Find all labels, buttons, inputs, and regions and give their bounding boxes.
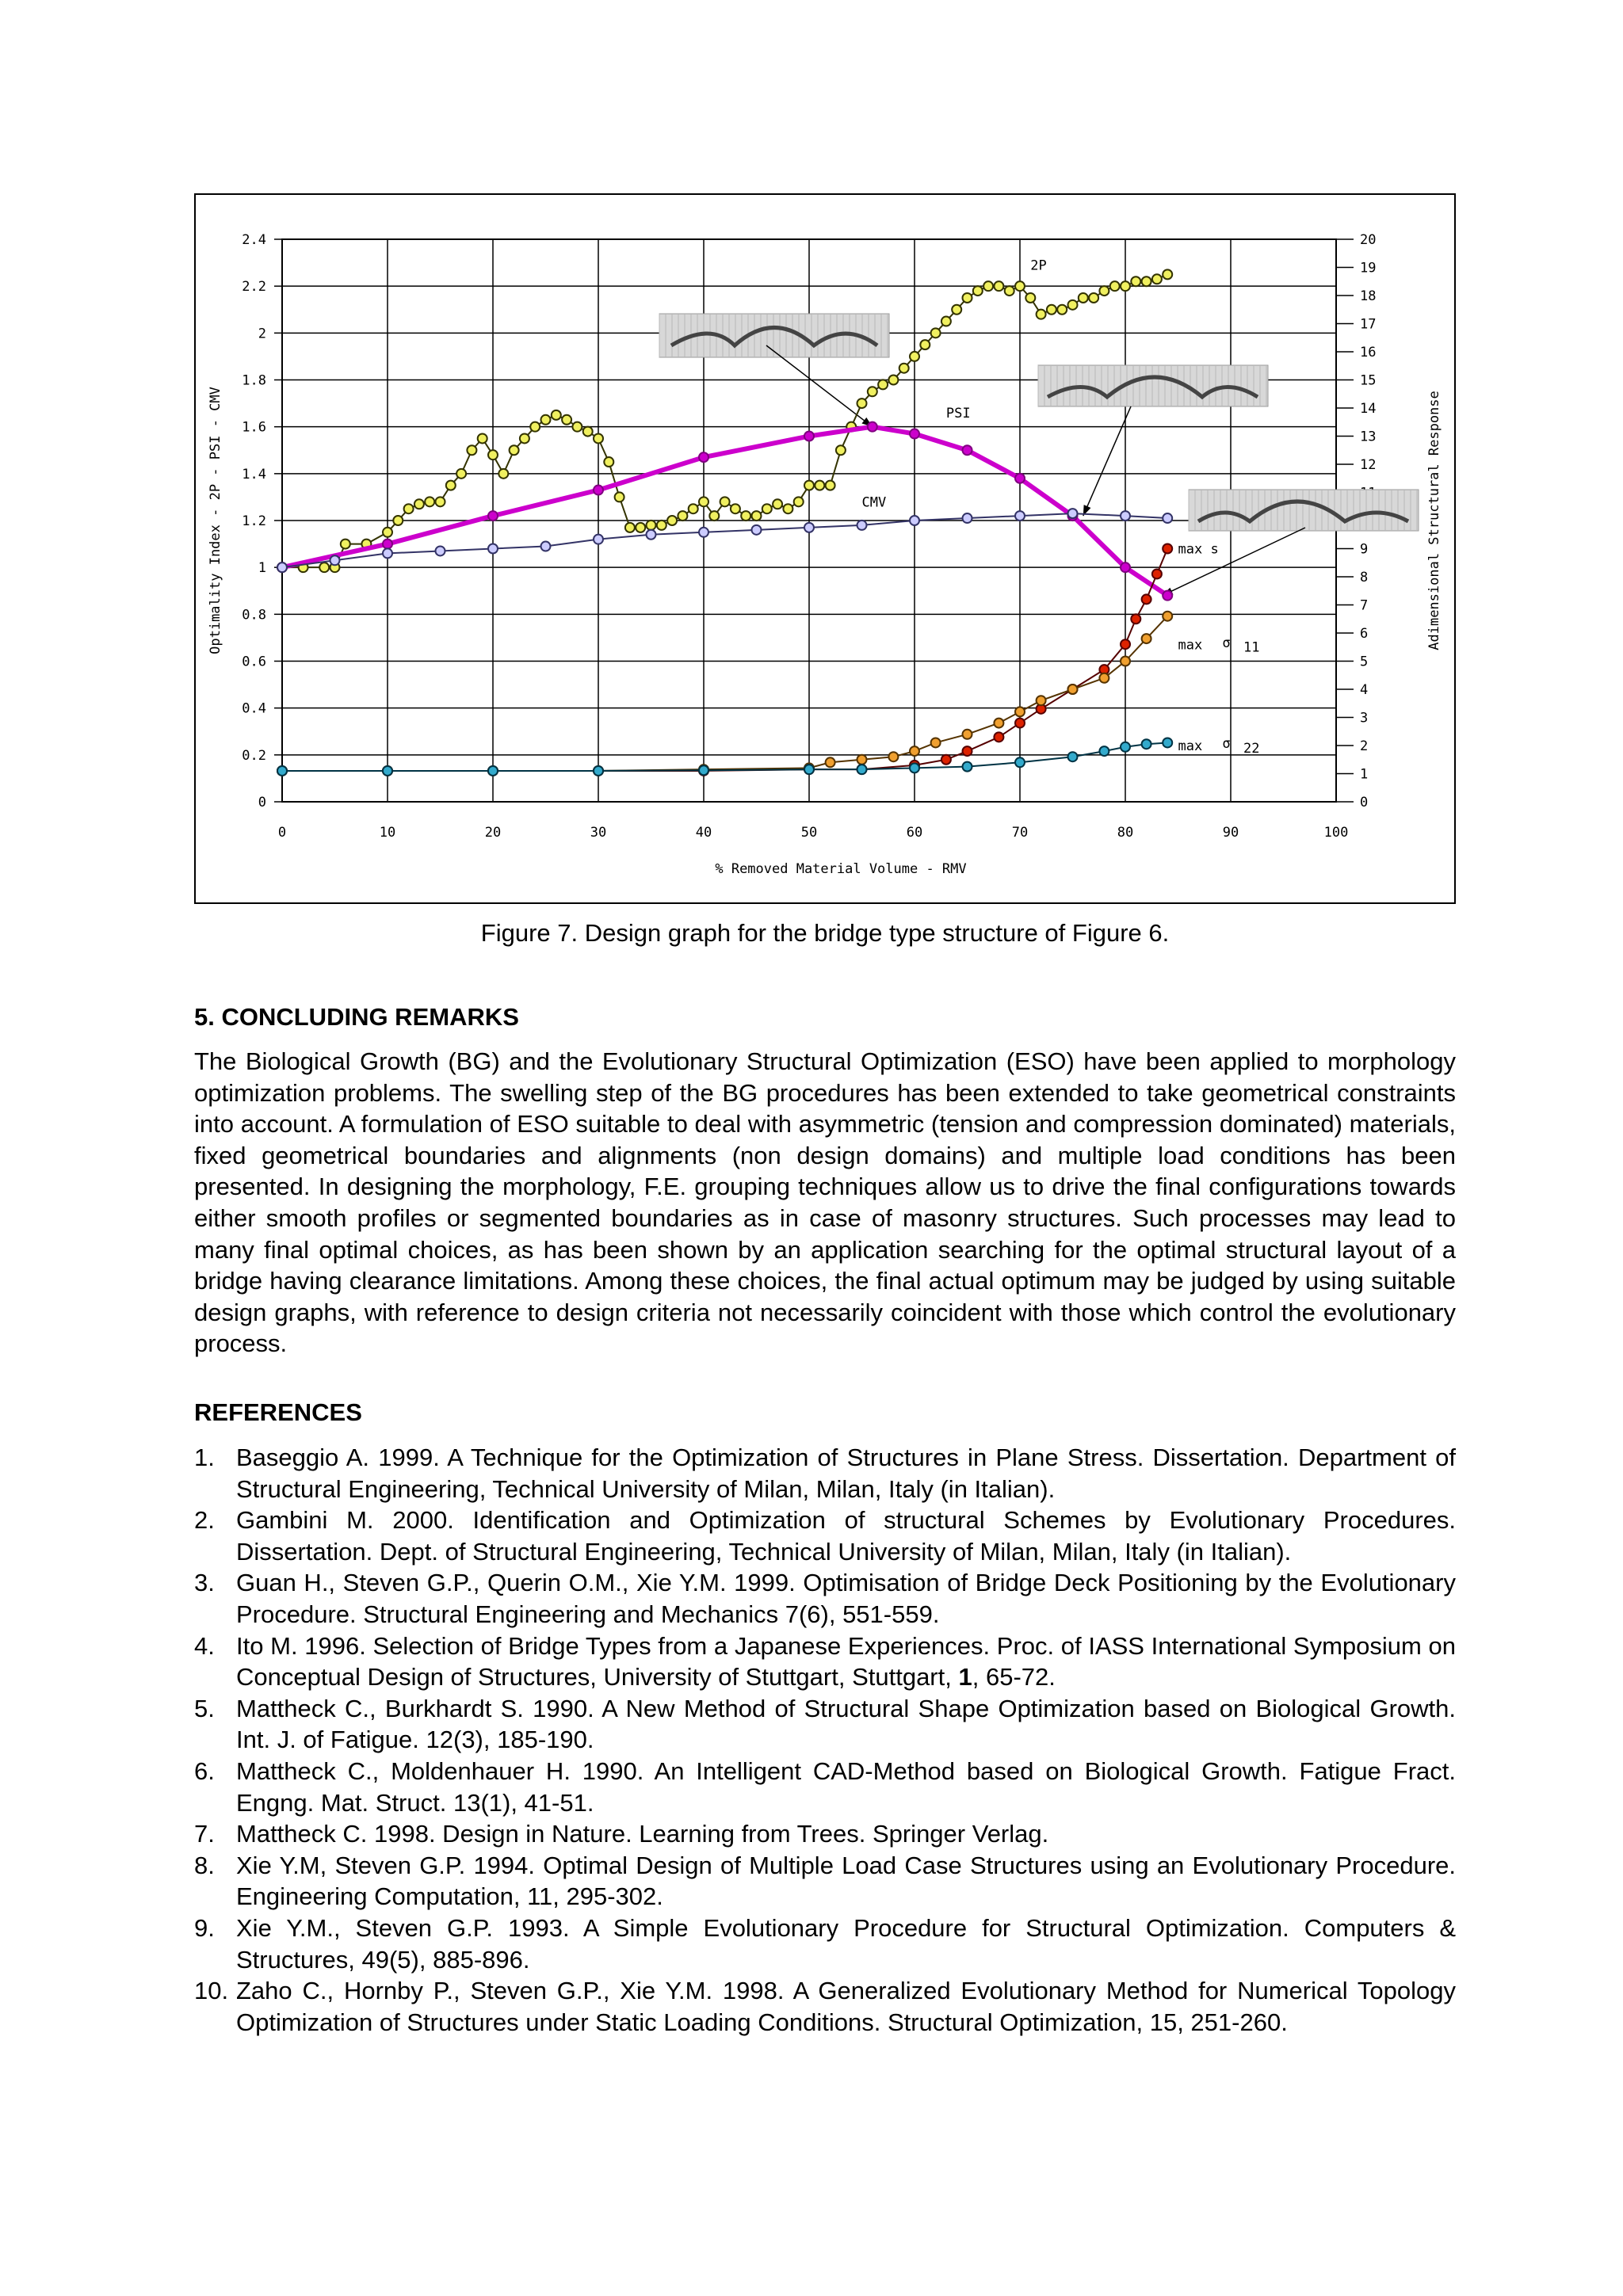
data-point bbox=[773, 499, 782, 509]
data-point bbox=[510, 445, 519, 455]
data-point bbox=[910, 746, 919, 756]
data-point bbox=[1015, 474, 1025, 483]
references-heading: REFERENCES bbox=[194, 1398, 362, 1426]
data-point bbox=[878, 379, 888, 389]
data-point bbox=[488, 450, 498, 460]
data-point bbox=[488, 511, 498, 521]
y-right-tick-label: 15 bbox=[1360, 372, 1377, 389]
label-cmv: CMV bbox=[861, 494, 887, 511]
label-sub-11: 11 bbox=[1243, 639, 1260, 656]
data-point bbox=[530, 422, 540, 432]
y-right-tick-label: 3 bbox=[1360, 710, 1369, 727]
pointer-arrow-line bbox=[1083, 406, 1131, 516]
data-point bbox=[1131, 277, 1140, 286]
label-max-sigma11-prefix: max bbox=[1178, 637, 1203, 654]
y-right-tick-label: 4 bbox=[1360, 682, 1369, 698]
data-point bbox=[752, 511, 762, 521]
data-point bbox=[952, 305, 961, 315]
data-point bbox=[699, 528, 708, 537]
data-point bbox=[741, 511, 750, 521]
data-point bbox=[1163, 513, 1172, 523]
x-tick-label: 70 bbox=[1011, 825, 1029, 841]
data-point bbox=[1057, 305, 1067, 315]
data-point bbox=[994, 719, 1003, 728]
reference-number: 1. bbox=[194, 1444, 215, 1471]
y-left-tick-label: 0.2 bbox=[242, 747, 266, 764]
data-point bbox=[498, 469, 508, 479]
data-point bbox=[594, 433, 603, 443]
morphology-thumbnail-2 bbox=[1038, 365, 1268, 406]
data-point bbox=[1121, 281, 1130, 291]
data-point bbox=[1047, 305, 1056, 315]
data-point bbox=[647, 521, 656, 530]
reference-text-tail: , 65-72. bbox=[972, 1663, 1056, 1691]
data-point bbox=[1099, 286, 1109, 296]
data-point bbox=[1068, 685, 1078, 694]
data-point bbox=[699, 765, 708, 775]
reference-volume-bold: 1 bbox=[958, 1663, 972, 1691]
data-point bbox=[1015, 281, 1025, 291]
data-point bbox=[752, 525, 762, 535]
data-point bbox=[1068, 509, 1078, 518]
data-point bbox=[678, 511, 687, 521]
figure-frame bbox=[194, 193, 1456, 904]
reference-text: Gambini M. 2000. Identification and Optimization of structural Schemes by Evolutionary Procedures. Dissertation. Dept. of Structural Engineering, Technical University of Milan, Milan, Italy (in Italian). bbox=[236, 1506, 1456, 1566]
data-point bbox=[657, 521, 666, 530]
data-point bbox=[963, 730, 972, 739]
y-right-tick-label: 13 bbox=[1360, 429, 1377, 445]
data-point bbox=[963, 445, 972, 455]
data-point bbox=[910, 429, 919, 439]
data-point bbox=[1121, 657, 1130, 666]
y-left-axis-title: Optimality Index - 2P - PSI - CMV bbox=[208, 387, 223, 654]
design-graph-chart bbox=[196, 195, 1454, 902]
data-point bbox=[836, 445, 846, 455]
data-point bbox=[699, 497, 708, 506]
data-point bbox=[931, 738, 941, 747]
data-point bbox=[1099, 673, 1109, 683]
data-point bbox=[414, 499, 424, 509]
data-point bbox=[1131, 614, 1140, 624]
y-left-tick-label: 1.8 bbox=[242, 372, 266, 389]
reference-text: Guan H., Steven G.P., Querin O.M., Xie Y.M. 1999. Optimisation of Bridge Deck Positioning by the Evolutionary Procedure. Structural Engineering and Mechanics 7(6), 551-559. bbox=[236, 1569, 1456, 1628]
y-right-tick-label: 14 bbox=[1360, 401, 1377, 417]
data-point bbox=[1142, 594, 1151, 604]
data-point bbox=[1079, 293, 1088, 303]
morphology-thumbnail-3 bbox=[1189, 490, 1419, 531]
data-point bbox=[826, 481, 835, 490]
data-point bbox=[931, 328, 941, 338]
data-point bbox=[404, 504, 414, 513]
reference-item bbox=[194, 1630, 1456, 1693]
data-point bbox=[552, 410, 561, 420]
x-tick-label: 60 bbox=[906, 825, 923, 841]
reference-item bbox=[194, 1505, 1456, 1567]
data-point bbox=[330, 555, 340, 565]
y-right-tick-label: 12 bbox=[1360, 457, 1377, 473]
data-point bbox=[1015, 757, 1025, 767]
data-point bbox=[1163, 544, 1172, 554]
reference-number: 5. bbox=[194, 1694, 215, 1722]
y-left-tick-label: 0.4 bbox=[242, 700, 266, 717]
data-point bbox=[436, 497, 445, 506]
data-point bbox=[647, 530, 656, 540]
reference-text: Zaho C., Hornby P., Steven G.P., Xie Y.M. 1998. A Generalized Evolutionary Method for Numerical Topology Optimization of Structures under Static Loading Conditions. Structural Optimization, 15, 251-260. bbox=[236, 1977, 1456, 2036]
y-left-tick-label: 1.4 bbox=[242, 466, 266, 482]
y-right-tick-label: 0 bbox=[1360, 795, 1369, 810]
data-point bbox=[1037, 310, 1046, 319]
concluding-remarks-heading: 5. CONCLUDING REMARKS bbox=[194, 1003, 519, 1031]
x-tick-label: 50 bbox=[800, 825, 818, 841]
data-point bbox=[868, 422, 877, 432]
y-right-tick-label: 8 bbox=[1360, 570, 1369, 585]
data-point bbox=[478, 433, 487, 443]
series-line bbox=[282, 513, 1167, 567]
reference-text: Mattheck C., Moldenhauer H. 1990. An Intelligent CAD-Method based on Biological Growth. Fatigue Fract. Engng. Mat. Struct. 13(1), 41-51. bbox=[236, 1756, 1456, 1817]
y-right-tick-label: 20 bbox=[1360, 232, 1377, 248]
data-point bbox=[583, 427, 593, 437]
data-point bbox=[731, 504, 740, 513]
data-point bbox=[1089, 293, 1098, 303]
data-point bbox=[425, 497, 434, 506]
data-point bbox=[1015, 719, 1025, 728]
data-point bbox=[1037, 696, 1046, 705]
y-left-tick-label: 2.2 bbox=[242, 279, 266, 296]
data-point bbox=[1152, 569, 1162, 578]
data-point bbox=[456, 469, 466, 479]
data-point bbox=[436, 546, 445, 555]
reference-item bbox=[194, 1567, 1456, 1630]
label-2p: 2P bbox=[1030, 257, 1047, 274]
data-point bbox=[1068, 752, 1078, 761]
data-point bbox=[594, 535, 603, 544]
data-point bbox=[393, 516, 403, 525]
reference-item bbox=[194, 1850, 1456, 1913]
reference-text: Baseggio A. 1999. A Technique for the Optimization of Structures in Plane Stress. Dissertation. Department of Structural Engineering, Technical University of Milan, Milan, Italy (in Italian). bbox=[236, 1444, 1456, 1503]
data-point bbox=[319, 563, 329, 572]
y-right-tick-label: 6 bbox=[1360, 626, 1369, 642]
data-point bbox=[277, 563, 287, 572]
data-point bbox=[383, 548, 392, 558]
data-point bbox=[941, 317, 951, 326]
label-sigma-22: σ bbox=[1222, 735, 1231, 752]
x-tick-label: 20 bbox=[484, 825, 502, 841]
x-tick-label: 40 bbox=[695, 825, 712, 841]
y-right-tick-label: 16 bbox=[1360, 345, 1377, 360]
y-right-tick-label: 9 bbox=[1360, 541, 1369, 558]
data-point bbox=[868, 387, 877, 396]
data-point bbox=[541, 415, 551, 425]
data-point bbox=[910, 516, 919, 525]
data-point bbox=[1015, 511, 1025, 521]
thumbnail-background bbox=[1189, 490, 1419, 531]
data-point bbox=[636, 523, 645, 532]
data-point bbox=[963, 293, 972, 303]
y-right-tick-label: 19 bbox=[1360, 260, 1377, 277]
reference-text: Mattheck C. 1998. Design in Nature. Learning from Trees. Springer Verlag. bbox=[236, 1820, 1049, 1848]
x-tick-label: 80 bbox=[1117, 825, 1134, 841]
reference-number: 7. bbox=[194, 1820, 215, 1848]
reference-text: Xie Y.M, Steven G.P. 1994. Optimal Design of Multiple Load Case Structures using an Evolutionary Procedure. Engineering Computation, 11, 295-302. bbox=[236, 1851, 1456, 1911]
reference-number: 3. bbox=[194, 1569, 215, 1597]
data-point bbox=[794, 497, 804, 506]
data-point bbox=[1015, 707, 1025, 716]
data-point bbox=[857, 765, 867, 774]
data-point bbox=[594, 766, 603, 776]
data-point bbox=[1152, 274, 1162, 284]
y-left-tick-label: 0.8 bbox=[242, 607, 266, 624]
data-point bbox=[594, 486, 603, 495]
data-point bbox=[804, 765, 814, 774]
reference-number: 9. bbox=[194, 1913, 215, 1942]
label-sigma-11: σ bbox=[1222, 635, 1231, 651]
y-left-tick-label: 1.2 bbox=[242, 513, 266, 529]
data-point bbox=[1163, 591, 1172, 601]
label-sub-22: 22 bbox=[1243, 740, 1260, 757]
reference-item bbox=[194, 1442, 1456, 1505]
y-left-tick-label: 2 bbox=[258, 326, 266, 342]
data-point bbox=[1163, 738, 1172, 747]
data-point bbox=[888, 376, 898, 385]
data-point bbox=[1110, 281, 1120, 291]
data-point bbox=[1121, 563, 1130, 572]
label-max-s: max s bbox=[1178, 541, 1219, 558]
data-point bbox=[488, 766, 498, 776]
data-point bbox=[699, 452, 708, 462]
data-point bbox=[488, 544, 498, 554]
data-point bbox=[983, 281, 993, 291]
reference-item bbox=[194, 1756, 1456, 1818]
x-axis-title: % Removed Material Volume - RMV bbox=[715, 861, 967, 877]
data-point bbox=[383, 528, 392, 537]
reference-item bbox=[194, 1693, 1456, 1756]
concluding-remarks-paragraph: The Biological Growth (BG) and the Evolutionary Structural Optimization (ESO) have been applied to morphology optimization problems. The swelling step of the BG procedures has been extended to take geometrical constraints into account. A formulation of ESO suitable to deal with asymmetric (tension and compression dominated) materials, fixed geometrical boundaries and alignments (non design domains) and multiple load conditions has been presented. In designing the morphology, F.E. grouping techniques allow us to drive the final configurations towards either smooth profiles or segmented boundaries as in case of masonry structures. Such processes may lead to many final optimal choices, as has been shown by an application searching for the optimal structural layout of a bridge having clearance limitations. Among these choices, the final actual optimum may be judged by using suitable design graphs, with reference to design criteria not necessarily coincident with those which control the evolutionary process. bbox=[194, 1047, 1456, 1358]
reference-item bbox=[194, 1913, 1456, 1975]
data-point bbox=[709, 511, 719, 521]
reference-number: 4. bbox=[194, 1631, 215, 1660]
data-point bbox=[804, 432, 814, 441]
data-point bbox=[963, 762, 972, 772]
data-point bbox=[446, 481, 456, 490]
y-left-tick-label: 1 bbox=[258, 560, 266, 577]
data-point bbox=[857, 399, 867, 408]
y-left-tick-label: 2.4 bbox=[242, 232, 266, 248]
data-point bbox=[572, 422, 582, 432]
data-point bbox=[899, 364, 909, 373]
data-point bbox=[1005, 286, 1014, 296]
data-point bbox=[341, 540, 350, 549]
pointer-arrow-line bbox=[1163, 528, 1305, 596]
data-point bbox=[826, 757, 835, 767]
series-line-psi bbox=[282, 427, 1167, 596]
y-left-tick-label: 1.6 bbox=[242, 419, 266, 436]
data-point bbox=[1121, 742, 1130, 752]
data-point bbox=[994, 281, 1003, 291]
data-point bbox=[1142, 277, 1151, 286]
reference-text: Xie Y.M., Steven G.P. 1993. A Simple Evolutionary Procedure for Structural Optimization. Computers & Structures, 49(5), 885-896. bbox=[236, 1913, 1456, 1974]
data-point bbox=[857, 755, 867, 765]
reference-item bbox=[194, 1818, 1456, 1850]
data-point bbox=[720, 497, 730, 506]
data-point bbox=[383, 766, 392, 776]
x-tick-label: 90 bbox=[1222, 825, 1239, 841]
data-point bbox=[604, 457, 613, 467]
series-line bbox=[282, 616, 1167, 771]
references-list bbox=[194, 1442, 1456, 2038]
data-point bbox=[1163, 269, 1172, 279]
y-right-tick-label: 1 bbox=[1360, 766, 1369, 783]
data-point bbox=[804, 523, 814, 532]
y-right-tick-label: 2 bbox=[1360, 738, 1369, 754]
data-point bbox=[762, 504, 772, 513]
y-right-tick-label: 17 bbox=[1360, 316, 1377, 333]
x-tick-label: 0 bbox=[277, 825, 287, 841]
reference-item bbox=[194, 1975, 1456, 2038]
data-point bbox=[1142, 634, 1151, 643]
data-point bbox=[667, 516, 677, 525]
data-point bbox=[910, 352, 919, 361]
data-point bbox=[973, 286, 983, 296]
data-point bbox=[625, 523, 635, 532]
data-point bbox=[815, 481, 824, 490]
y-right-tick-label: 18 bbox=[1360, 288, 1377, 304]
y-left-tick-label: 0 bbox=[258, 795, 266, 810]
data-point bbox=[1099, 746, 1109, 756]
data-point bbox=[520, 433, 529, 443]
label-max-sigma22-prefix: max bbox=[1178, 738, 1203, 754]
y-right-axis-title: Adimensional Structural Response bbox=[1426, 391, 1442, 650]
data-point bbox=[467, 445, 476, 455]
x-tick-label: 100 bbox=[1323, 825, 1349, 841]
data-point bbox=[941, 755, 951, 765]
data-point bbox=[963, 513, 972, 523]
data-point bbox=[541, 542, 551, 551]
series-line bbox=[282, 549, 1167, 771]
y-right-tick-label: 7 bbox=[1360, 597, 1369, 614]
y-left-tick-label: 0.6 bbox=[242, 654, 266, 670]
reference-number: 8. bbox=[194, 1851, 215, 1879]
reference-number: 6. bbox=[194, 1756, 215, 1785]
x-tick-label: 30 bbox=[590, 825, 607, 841]
data-point bbox=[1142, 739, 1151, 749]
x-tick-label: 10 bbox=[379, 825, 396, 841]
data-point bbox=[562, 415, 571, 425]
data-point bbox=[1025, 293, 1035, 303]
data-point bbox=[920, 340, 930, 349]
data-point bbox=[857, 521, 867, 530]
reference-number: 10. bbox=[194, 1977, 229, 2005]
reference-number: 2. bbox=[194, 1506, 215, 1535]
reference-text: Ito M. 1996. Selection of Bridge Types from a Japanese Experiences. Proc. of IASS International Symposium on Conceptual Design of Structures, University of Stuttgart, Stuttgart, bbox=[236, 1631, 1456, 1691]
data-point bbox=[910, 763, 919, 772]
data-point bbox=[277, 766, 287, 776]
data-point bbox=[689, 504, 698, 513]
reference-text: Mattheck C., Burkhardt S. 1990. A New Method of Structural Shape Optimization based on Biological Growth. Int. J. of Fatigue. 12(3), 185-190. bbox=[236, 1694, 1456, 1754]
data-point bbox=[1163, 612, 1172, 621]
data-point bbox=[963, 746, 972, 756]
label-psi: PSI bbox=[945, 405, 971, 421]
data-point bbox=[888, 752, 898, 761]
series-line bbox=[282, 742, 1167, 771]
data-point bbox=[1068, 300, 1078, 310]
data-point bbox=[1121, 511, 1130, 521]
data-point bbox=[615, 492, 624, 502]
data-point bbox=[1121, 639, 1130, 649]
y-right-tick-label: 5 bbox=[1360, 654, 1369, 670]
data-point bbox=[383, 540, 392, 549]
data-point bbox=[994, 732, 1003, 742]
data-point bbox=[783, 504, 792, 513]
figure-caption: Figure 7. Design graph for the bridge type structure of Figure 6. bbox=[480, 919, 1170, 947]
data-point bbox=[804, 481, 814, 490]
